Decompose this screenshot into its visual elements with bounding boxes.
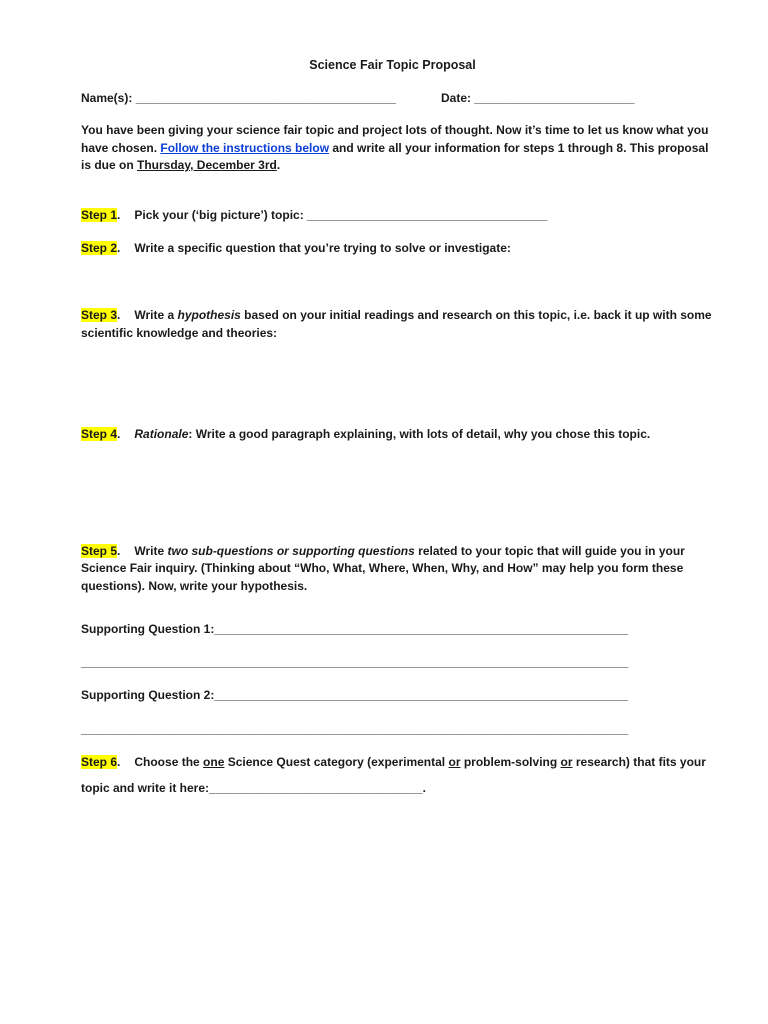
category-problem-solving: problem-solving <box>463 755 558 769</box>
supporting-question-2-blank[interactable]: ______________________________________________________________ <box>214 688 629 702</box>
page-title: Science Fair Topic Proposal <box>309 58 476 72</box>
step-2-dot: . <box>117 241 121 255</box>
date-line <box>441 90 635 108</box>
step-4-label: Step 4 <box>81 427 118 441</box>
intro-line-3-post: . <box>276 158 281 172</box>
step-6-pre: Choose the <box>134 755 204 769</box>
intro-line-2-post: and write all your information for steps 1 through 8. This proposal <box>329 141 709 155</box>
category-research: research <box>575 755 626 769</box>
supporting-question-1-line-2[interactable]: __________________________________________________________________________________ <box>81 655 629 669</box>
step-5-post: related to your topic that will guide you in your <box>414 544 685 558</box>
step-6-one: one <box>203 755 225 769</box>
step-5-label: Step 5 <box>81 544 118 558</box>
date-blank[interactable]: ________________________ <box>474 91 635 105</box>
step-4 <box>81 426 650 444</box>
step-3-label: Step 3 <box>81 308 118 322</box>
step-1-text: Pick your (‘big picture’) topic: <box>134 208 308 222</box>
intro-line-2-pre: have chosen. <box>81 141 161 155</box>
supporting-question-1-blank[interactable]: ______________________________________________________________ <box>214 622 629 636</box>
names-label: Name(s): <box>81 91 136 105</box>
step-5-dot: . <box>117 544 121 558</box>
supporting-question-1 <box>81 621 628 639</box>
step-3-hypothesis: hypothesis <box>177 308 241 322</box>
step-6-line-2 <box>81 780 426 798</box>
intro-line-2 <box>81 140 708 158</box>
supporting-question-2 <box>81 687 628 705</box>
step-6-line-2-text: topic and write it here: <box>81 781 210 795</box>
topic-blank[interactable]: ____________________________________ <box>307 208 548 222</box>
supporting-question-2-label: Supporting Question 2: <box>81 688 215 702</box>
category-experimental: experimental <box>371 755 446 769</box>
step-4-rationale: Rationale <box>134 427 189 441</box>
names-blank[interactable]: _______________________________________ <box>135 91 396 105</box>
step-3-post: based on your initial readings and research on this topic, i.e. back it up with some <box>240 308 712 322</box>
step-5-pre: Write <box>134 544 168 558</box>
step-2 <box>81 240 511 258</box>
names-line <box>81 90 396 108</box>
step-4-dot: . <box>117 427 121 441</box>
step-6-or-1: or <box>448 755 461 769</box>
step-6-post: ) that fits your <box>625 755 706 769</box>
step-5-line-2: Science Fair inquiry. (Thinking about “Who, What, Where, When, Why, and How” may help you form these <box>81 561 684 575</box>
step-6-label: Step 6 <box>81 755 118 769</box>
step-1-label: Step 1 <box>81 208 118 222</box>
step-6-end: . <box>422 781 426 795</box>
intro-line-3-pre: is due on <box>81 158 138 172</box>
supporting-question-1-label: Supporting Question 1: <box>81 622 215 636</box>
step-1 <box>81 207 547 225</box>
step-3-dot: . <box>117 308 121 322</box>
step-5-em: two sub-questions or supporting questions <box>167 544 415 558</box>
step-4-post: : Write a good paragraph explaining, with lots of detail, why you chose this topic. <box>188 427 651 441</box>
due-date: Thursday, December 3rd <box>137 158 277 172</box>
step-5-line-3: questions). Now, write your hypothesis. <box>81 579 308 593</box>
step-6 <box>81 754 706 772</box>
step-3-line-2: scientific knowledge and theories: <box>81 326 278 340</box>
step-1-dot: . <box>117 208 121 222</box>
intro-line-3 <box>81 157 280 175</box>
step-6-mid: Science Quest category ( <box>224 755 372 769</box>
supporting-question-2-line-2[interactable]: __________________________________________________________________________________ <box>81 722 629 736</box>
step-3-pre: Write a <box>134 308 178 322</box>
instructions-link[interactable]: Follow the instructions below <box>160 141 330 155</box>
step-6-dot: . <box>117 755 121 769</box>
intro-line-1: You have been giving your science fair topic and project lots of thought. Now it’s time to let us know what you <box>81 123 709 137</box>
date-label: Date: <box>441 91 475 105</box>
step-6-or-2: or <box>560 755 573 769</box>
category-blank[interactable]: ________________________________ <box>209 781 423 795</box>
step-2-text: Write a specific question that you’re trying to solve or investigate: <box>134 241 511 255</box>
step-2-label: Step 2 <box>81 241 118 255</box>
step-3 <box>81 307 712 325</box>
step-5 <box>81 543 685 561</box>
